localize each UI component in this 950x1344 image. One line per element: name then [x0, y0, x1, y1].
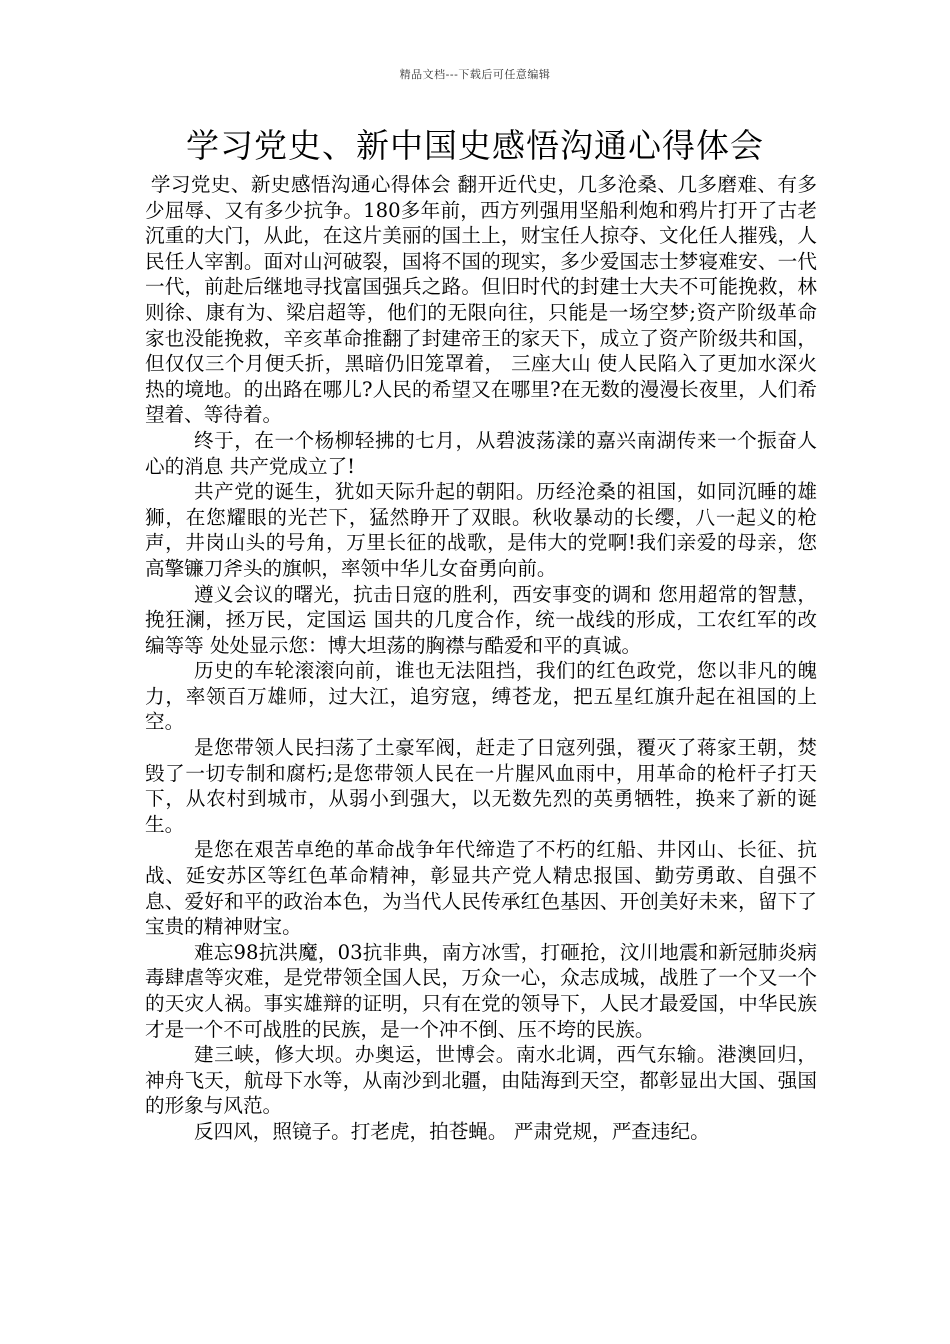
paragraph: 共产党的诞生，犹如天际升起的朝阳。历经沧桑的祖国，如同沉睡的雄狮，在您耀眼的光芒下，猛然睁开了双眼。秋收暴动的长缨，八一起义的枪声，井岗山头的号角，万里长征的战歌，是伟大的党啊!我们亲爱的母亲，您高擎镰刀斧头的旗帜，率领中华儿女奋勇向前。 [145, 480, 817, 580]
paragraph: 遵义会议的曙光，抗击日寇的胜利，西安事变的调和 您用超常的智慧，挽狂澜，拯万民，定国运 国共的几度合作，统一战线的形成，工农红军的改编等等 处处显示您：博大坦荡的胸襟与酷爱和平的真诚。 [145, 582, 817, 657]
document-body [145, 172, 817, 1145]
paragraph: 难忘98抗洪魔，03抗非典，南方冰雪，打砸抢，汶川地震和新冠肺炎病毒肆虐等灾难，是党带领全国人民，万众一心，众志成城，战胜了一个又一个的天灾人祸。事实雄辩的证明，只有在党的领导下，人民才最爱国，中华民族才是一个不可战胜的民族，是一个冲不倒、压不垮的民族。 [145, 940, 817, 1041]
paragraph: 反四风，照镜子。打老虎，拍苍蝇。 严肃党规，严查违纪。 [194, 1119, 710, 1143]
page-header: 精品文档---下载后可任意编辑 [399, 68, 551, 81]
paragraph: 学习党史、新史感悟沟通心得体会 翻开近代史，几多沧桑、几多磨难、有多少屈辱、又有多少抗争。180多年前，西方列强用坚船利炮和鸦片打开了古老沉重的大门，从此，在这片美丽的国土上，财宝任人掠夺、文化任人摧残，人民任人宰割。面对山河破裂，国将不国的现实，多少爱国志士梦寝难安、一代一代，前赴后继地寻找富国强兵之路。但旧时代的封建士大夫不可能挽救，林则徐、康有为、梁启超等，他们的无限向往，只能是一场空梦;资产阶级革命家也没能挽救，辛亥革命推翻了封建帝王的家天下，成立了资产阶级共和国，但仅仅三个月便夭折，黑暗仍旧笼罩着， 三座大山 使人民陷入了更加水深火热的境地。的出路在哪儿?人民的希望又在哪里?在无数的漫漫长夜里，人们希望着、等待着。 [145, 173, 817, 427]
paragraph: 终于，在一个杨柳轻拂的七月，从碧波荡漾的嘉兴南湖传来一个振奋人心的消息 共产党成立了! [145, 428, 817, 478]
document-title: 学习党史、新中国史感悟沟通心得体会 [186, 126, 764, 165]
paragraph: 建三峡，修大坝。办奥运，世博会。南水北调，西气东输。港澳回归，神舟飞天，航母下水等，从南沙到北疆，由陆海到天空，都彰显出大国、强国的形象与风范。 [145, 1043, 817, 1118]
paragraph: 是您在艰苦卓绝的革命战争年代缔造了不朽的红船、井冈山、长征、抗战、延安苏区等红色革命精神，彰显共产党人精忠报国、勤劳勇敢、自强不息、爱好和平的政治本色，为当代人民传承红色基因、开创美好未来，留下了宝贵的精神财宝。 [145, 838, 817, 939]
paragraph: 历史的车轮滚滚向前，谁也无法阻挡，我们的红色政党，您以非凡的魄力，率领百万雄师，过大江，追穷寇，缚苍龙，把五星红旗升起在祖国的上空。 [145, 659, 817, 734]
paragraph: 是您带领人民扫荡了土豪军阀，赶走了日寇列强，覆灭了蒋家王朝，焚毁了一切专制和腐朽;是您带领人民在一片腥风血雨中，用革命的枪杆子打天下，从农村到城市，从弱小到强大，以无数先烈的英勇牺牲，换来了新的诞生。 [145, 736, 817, 836]
